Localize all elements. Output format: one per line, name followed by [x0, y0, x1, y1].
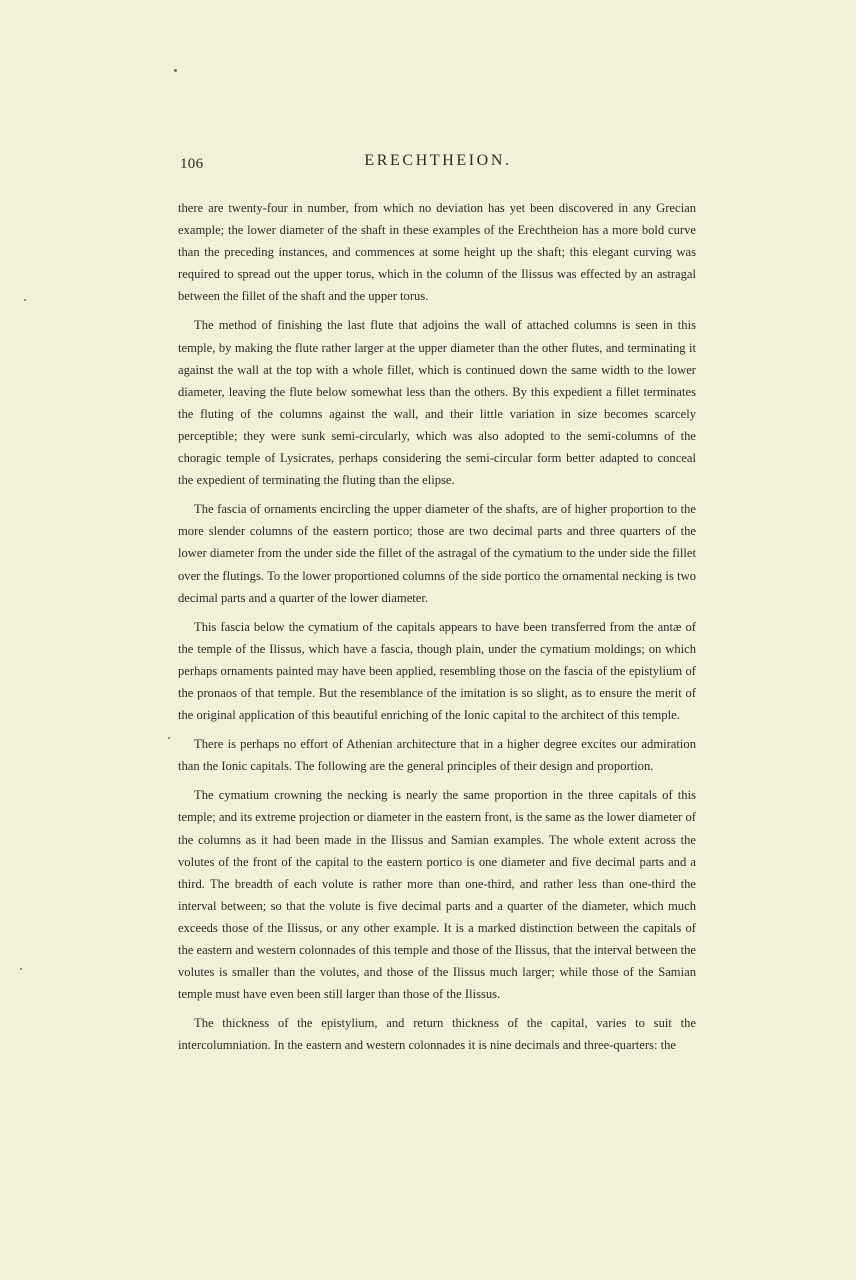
page-header — [180, 152, 696, 178]
paragraph: There is perhaps no effort of Athenian architecture that in a higher degree excites our admiration than the Ionic capitals. The following are the general principles of their design and proportion. — [178, 737, 696, 774]
paragraph: The cymatium crowning the necking is nearly the same proportion in the three capitals of this temple; and its extreme projection or diameter in the eastern front, is the same as the lower diameter of the columns as it had been made in the Ilissus and Samian examples. The whole extent across the volutes of the front of the capital to the eastern portico is one diameter and five decimal parts and a third. The breadth of each volute is rather more than one-third, and rather less than one-third the interval between; so that the volute is five decimal parts and a quarter of the diameter, which much exceeds those of the Ilissus, or any other example. It is a marked distinction between the capitals of the eastern and western colonnades of this temple and those of the Ilissus, that the interval between the volutes is smaller than the volutes, and those of the Ilissus much larger; while those of the Samian temple must have even been still larger than those of the Ilissus. — [178, 788, 696, 1002]
paragraph: The method of finishing the last flute that adjoins the wall of attached columns is seen in this temple, by making the flute rather larger at the upper diameter than the other flutes, and terminating it against the wall at the top with a whole fillet, which is continued down the same width to the lower diameter, leaving the flute below somewhat less than the others. By this expedient a fillet terminates the fluting of the columns against the wall, and their little variation in size becomes scarcely perceptible; they were sunk semi-circularly, which was also adopted to the semi-columns of the choragic temple of Lysicrates, perhaps considering the semi-circular form better adapted to conceal the expedient of terminating the fluting than the elipse. — [178, 318, 696, 488]
paragraph: there are twenty-four in number, from which no deviation has yet been discovered in any Grecian example; the lower diameter of the shaft in these examples of the Erechtheion has a more bold curve than the preceding instances, and commences at some height up the shaft; this elegant curving was required to spread out the upper torus, which in the column of the Ilissus was effected by an astragal between the fillet of the shaft and the upper torus. — [178, 201, 696, 304]
paper-speck — [20, 968, 22, 970]
paper-speck — [168, 737, 170, 739]
paper-speck — [24, 299, 26, 301]
running-title: ERECHTHEION. — [364, 152, 512, 169]
paragraph: The thickness of the epistylium, and return thickness of the capital, varies to suit the intercolumniation. In the eastern and western colonnades it is nine decimals and three-quarters: the — [178, 1016, 696, 1053]
body-text — [178, 197, 696, 1063]
paper-speck — [174, 69, 177, 72]
paragraph: The fascia of ornaments encircling the upper diameter of the shafts, are of higher proportion to the more slender columns of the eastern portico; those are two decimal parts and three quarters of the lower diameter from the under side the fillet of the astragal of the cymatium to the under side the fillet over the flutings. To the lower proportioned columns of the side portico the ornamental necking is two decimal parts and a quarter of the lower diameter. — [178, 502, 696, 605]
page-number: 106 — [180, 156, 204, 172]
paragraph: This fascia below the cymatium of the capitals appears to have been transferred from the antæ of the temple of the Ilissus, which have a fascia, though plain, under the cymatium moldings; on which perhaps ornaments painted may have been applied, resembling those on the fascia of the epistylium of the pronaos of that temple. But the resemblance of the imitation is so slight, as to ensure the merit of the original application of this beautiful enriching of the Ionic capital to the architect of this temple. — [178, 619, 696, 723]
